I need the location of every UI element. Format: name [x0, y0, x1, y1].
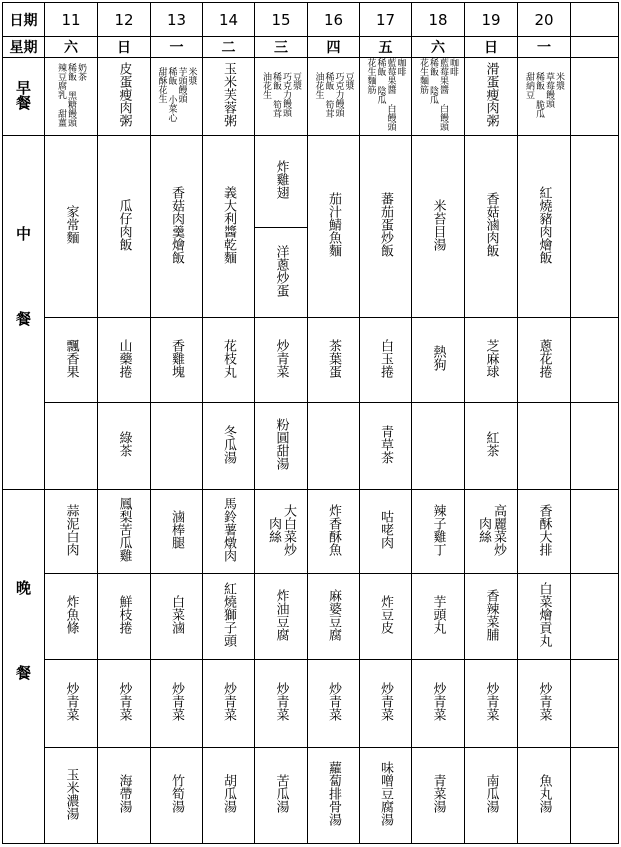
dinner-item: 炒青菜: [169, 682, 184, 721]
dinner-cell: [360, 574, 412, 660]
lunch-side-cell: [308, 318, 360, 403]
dinner-label-cell: [3, 490, 45, 844]
lunch-side-cell: [412, 318, 465, 403]
dinner-cell: [518, 574, 571, 660]
dinner-item: 炒青菜: [430, 682, 446, 721]
breakfast-item: 豆漿 巧克力饅頭 稀飯 筍茸 油花生: [261, 71, 301, 118]
breakfast-item: 米漿 草莓饅頭 稀飯 脆瓜 甜納豆: [524, 71, 564, 118]
dinner-cell: [465, 574, 518, 660]
lunch-extra-item: 紅茶: [483, 431, 499, 457]
lunch-main-cell: [255, 136, 308, 228]
dinner-cell: [203, 660, 255, 748]
dinner-item: 白菜燴貢丸: [536, 582, 552, 647]
lunch-main-item: 香菇滷肉飯: [483, 192, 499, 257]
dinner-soup-item: 南瓜湯: [483, 774, 499, 813]
dinner-cell: [308, 660, 360, 748]
lunch-extra-cell: [45, 403, 98, 490]
dinner-cell: [203, 574, 255, 660]
dinner-soup-cell: [255, 748, 308, 844]
breakfast-cell: [518, 58, 571, 136]
lunch-main-cell: [151, 136, 203, 318]
breakfast-item: 玉米芙蓉粥: [221, 62, 236, 127]
dinner-cell: [45, 490, 98, 574]
lunch-extra-cell: [465, 403, 518, 490]
lunch-main-item: 香菇肉羹燴飯: [169, 185, 184, 264]
date-cell: 18: [412, 3, 465, 37]
lunch-side-cell: [45, 318, 98, 403]
breakfast-cell: [255, 58, 308, 136]
dinner-cell: [151, 490, 203, 574]
lunch-main-cell: [98, 136, 151, 318]
lunch-extra-cell: [203, 403, 255, 490]
dinner-cell: [412, 574, 465, 660]
dinner-cell: [98, 574, 151, 660]
dinner-item: 炒青菜: [116, 682, 132, 721]
dinner-soup-cell: [203, 748, 255, 844]
weekday-header: 星期: [3, 37, 45, 58]
lunch-main-item: 家常麵: [63, 205, 79, 244]
dinner-row-2: [3, 574, 619, 660]
dinner-item: 香酥大排: [536, 503, 552, 556]
lunch-side-cell: [360, 318, 412, 403]
dinner-item: 麻婆豆腐: [326, 588, 341, 641]
dinner-cell: [412, 660, 465, 748]
dinner-item: 鳳梨苦瓜雞: [116, 497, 132, 562]
weekday-cell: 四: [308, 37, 360, 58]
lunch-main-row: [3, 136, 619, 228]
dinner-item: 紅燒獅子頭: [221, 582, 236, 647]
empty-cell: [571, 58, 619, 136]
lunch-main-item: 米苔目湯: [430, 198, 446, 251]
lunch-main-cell: [308, 136, 360, 318]
dinner-cell: [255, 490, 308, 574]
weekday-cell: 日: [465, 37, 518, 58]
date-cell: 14: [203, 3, 255, 37]
date-cell: 20: [518, 3, 571, 37]
date-cell: 12: [98, 3, 151, 37]
dinner-soup-row: [3, 748, 619, 844]
dinner-soup-cell: [308, 748, 360, 844]
lunch-side-row: [3, 318, 619, 403]
dinner-item: 炒青菜: [63, 682, 79, 721]
weekday-cell: 六: [45, 37, 98, 58]
dinner-cell: [98, 660, 151, 748]
dinner-item: 炒青菜: [536, 682, 552, 721]
empty-cell: [571, 490, 619, 574]
date-cell: 11: [45, 3, 98, 37]
dinner-cell: [518, 490, 571, 574]
dinner-item: 辣子雞丁: [430, 503, 446, 556]
dinner-item: 大白菜炒 肉絲: [266, 503, 296, 556]
menu-table: [2, 2, 619, 844]
lunch-side-item: 香雞塊: [169, 338, 184, 378]
dinner-cell: [151, 660, 203, 748]
dinner-item: 炒青菜: [221, 682, 236, 721]
dinner-cell: [465, 660, 518, 748]
dinner-cell: [255, 574, 308, 660]
weekday-cell: 日: [98, 37, 151, 58]
lunch-main-cell: [203, 136, 255, 318]
weekday-cell: 五: [360, 37, 412, 58]
dinner-item: 蒜泥白肉: [63, 503, 79, 556]
date-header: 日期: [3, 3, 45, 37]
breakfast-label-cell: [3, 58, 45, 136]
lunch-side-item: 芝麻球: [483, 338, 499, 378]
lunch-main-cell: [465, 136, 518, 318]
breakfast-item: 豆漿 巧克力饅頭 稀飯 筍茸 油花生: [313, 71, 354, 118]
dinner-item: 咕咾肉: [378, 510, 393, 549]
breakfast-item: 奶茶 稀飯 黑糖饅頭 辣豆腐乳 甜薑: [56, 62, 86, 127]
breakfast-cell: [465, 58, 518, 136]
dinner-cell: [465, 490, 518, 574]
empty-cell: [571, 748, 619, 844]
dinner-item: 炸香酥魚: [326, 503, 341, 556]
lunch-side-item: 蔥花捲: [536, 338, 552, 378]
lunch-extra-item: 粉圓甜湯: [273, 418, 289, 470]
dinner-cell: [308, 574, 360, 660]
dinner-item: 炒青菜: [326, 682, 341, 721]
dinner-item: 炸豆皮: [378, 595, 393, 634]
lunch-label: 中餐: [14, 225, 32, 396]
breakfast-cell: [412, 58, 465, 136]
dinner-soup-item: 青菜湯: [430, 774, 446, 813]
weekday-cell: 一: [151, 37, 203, 58]
dinner-soup-item: 胡瓜湯: [221, 774, 236, 813]
breakfast-item: 滑蛋瘦肉粥: [483, 62, 499, 127]
dinner-cell: [45, 574, 98, 660]
lunch-side-item: 飄香果: [63, 338, 79, 378]
dinner-item: 炒青菜: [483, 682, 499, 721]
dinner-soup-item: 味噌豆腐湯: [378, 761, 393, 826]
dinner-item: 香辣菜脯: [483, 588, 499, 641]
breakfast-cell: [98, 58, 151, 136]
dinner-cell: [151, 574, 203, 660]
lunch-side-item: 花枝丸: [221, 338, 236, 378]
lunch-extra-item: 冬瓜湯: [221, 424, 236, 464]
lunch-main-item: 義大利醬乾麵: [221, 185, 236, 264]
dinner-item: 白菜滷: [169, 595, 184, 634]
weekday-cell: 六: [412, 37, 465, 58]
dinner-cell: [255, 660, 308, 748]
breakfast-cell: [203, 58, 255, 136]
dinner-soup-cell: [465, 748, 518, 844]
empty-cell: [571, 136, 619, 318]
dinner-item: 鮮枝捲: [116, 595, 132, 634]
dinner-row-1: [3, 490, 619, 574]
breakfast-item: 米漿 芋頭饅頭 稀飯 小菜心 甜酥花生: [156, 67, 197, 122]
breakfast-row: [3, 58, 619, 136]
breakfast-item: 咖啡 藍莓果醬 白饅頭 稀飯 陰瓜 花生麵筋: [365, 58, 406, 131]
lunch-extra-cell: [308, 403, 360, 490]
lunch-main-item: 紅燒豬肉燴飯: [536, 185, 552, 264]
dinner-soup-item: 竹筍湯: [169, 774, 184, 813]
dinner-item: 炒青菜: [378, 682, 393, 721]
lunch-side-item: 白玉捲: [378, 338, 393, 378]
lunch-side-cell: [203, 318, 255, 403]
dinner-item: 滷棒腿: [169, 510, 184, 549]
empty-cell: [571, 403, 619, 490]
lunch-main-cell: [255, 228, 308, 318]
breakfast-item: 咖啡 藍莓果醬 白饅頭 稀飯 陰瓜 花生麵筋: [418, 58, 458, 131]
lunch-side-item: 炒青菜: [273, 338, 289, 378]
date-cell: 13: [151, 3, 203, 37]
lunch-extra-cell: [518, 403, 571, 490]
dinner-soup-item: 海帶湯: [116, 774, 132, 813]
breakfast-label: 早餐: [14, 79, 32, 110]
breakfast-cell: [360, 58, 412, 136]
dinner-item: 芋頭丸: [430, 595, 446, 634]
lunch-main-item: 瓜仔肉飯: [116, 198, 132, 251]
lunch-main-cell: [45, 136, 98, 318]
dinner-soup-item: 苦瓜湯: [273, 774, 289, 813]
weekday-cell: 二: [203, 37, 255, 58]
lunch-side-item: 熱狗: [430, 345, 446, 371]
lunch-extra-cell: [98, 403, 151, 490]
dinner-item: 炸魚條: [63, 595, 79, 634]
lunch-extra-cell: [412, 403, 465, 490]
lunch-main-cell: [360, 136, 412, 318]
lunch-extra-cell: [255, 403, 308, 490]
dinner-cell: [308, 490, 360, 574]
dinner-item: 炸油豆腐: [273, 588, 289, 641]
empty-cell: [571, 318, 619, 403]
dinner-soup-cell: [412, 748, 465, 844]
lunch-extra-item: 青草茶: [378, 424, 393, 464]
dinner-item: 高麗菜炒 肉絲: [476, 503, 506, 556]
date-cell: 15: [255, 3, 308, 37]
lunch-main-item: 蕃茄蛋炒飯: [378, 192, 393, 257]
breakfast-cell: [151, 58, 203, 136]
dinner-cell: [98, 490, 151, 574]
lunch-main-item: 洋蔥炒蛋: [273, 244, 289, 297]
dinner-soup-cell: [518, 748, 571, 844]
date-cell: 19: [465, 3, 518, 37]
empty-cell: [571, 574, 619, 660]
lunch-side-cell: [98, 318, 151, 403]
dinner-row-3: [3, 660, 619, 748]
dinner-soup-cell: [45, 748, 98, 844]
dinner-soup-cell: [151, 748, 203, 844]
weekday-row: [3, 37, 619, 58]
empty-cell: [571, 660, 619, 748]
weekday-cell: 三: [255, 37, 308, 58]
dinner-item: 馬鈴薯燉肉: [221, 497, 236, 562]
lunch-extra-item: 綠茶: [116, 431, 132, 457]
lunch-side-item: 山藥捲: [116, 338, 132, 378]
breakfast-item: 皮蛋瘦肉粥: [116, 62, 132, 127]
lunch-side-cell: [255, 318, 308, 403]
dinner-soup-cell: [98, 748, 151, 844]
lunch-side-cell: [151, 318, 203, 403]
lunch-extra-row: [3, 403, 619, 490]
breakfast-cell: [308, 58, 360, 136]
dinner-soup-cell: [360, 748, 412, 844]
dinner-soup-item: 玉米濃湯: [63, 767, 79, 820]
empty-cell: [571, 3, 619, 37]
lunch-extra-cell: [151, 403, 203, 490]
lunch-side-cell: [465, 318, 518, 403]
dinner-cell: [45, 660, 98, 748]
empty-cell: [571, 37, 619, 58]
dinner-soup-item: 魚丸湯: [536, 774, 552, 813]
lunch-side-cell: [518, 318, 571, 403]
dinner-cell: [412, 490, 465, 574]
dinner-cell: [518, 660, 571, 748]
lunch-main-item: 茄汁鯖魚麵: [326, 192, 341, 257]
date-row: [3, 3, 619, 37]
dinner-cell: [203, 490, 255, 574]
dinner-cell: [360, 660, 412, 748]
lunch-main-cell: [412, 136, 465, 318]
date-cell: 17: [360, 3, 412, 37]
dinner-cell: [360, 490, 412, 574]
lunch-main-cell: [518, 136, 571, 318]
dinner-label: 晚餐: [14, 579, 32, 750]
lunch-label-cell: [3, 136, 45, 490]
lunch-main-item: 炸雞翅: [273, 160, 289, 199]
weekday-cell: 一: [518, 37, 571, 58]
breakfast-cell: [45, 58, 98, 136]
dinner-item: 炒青菜: [273, 682, 289, 721]
lunch-side-item: 茶葉蛋: [326, 338, 341, 378]
date-cell: 16: [308, 3, 360, 37]
lunch-extra-cell: [360, 403, 412, 490]
dinner-soup-item: 蘿蔔排骨湯: [326, 761, 341, 826]
